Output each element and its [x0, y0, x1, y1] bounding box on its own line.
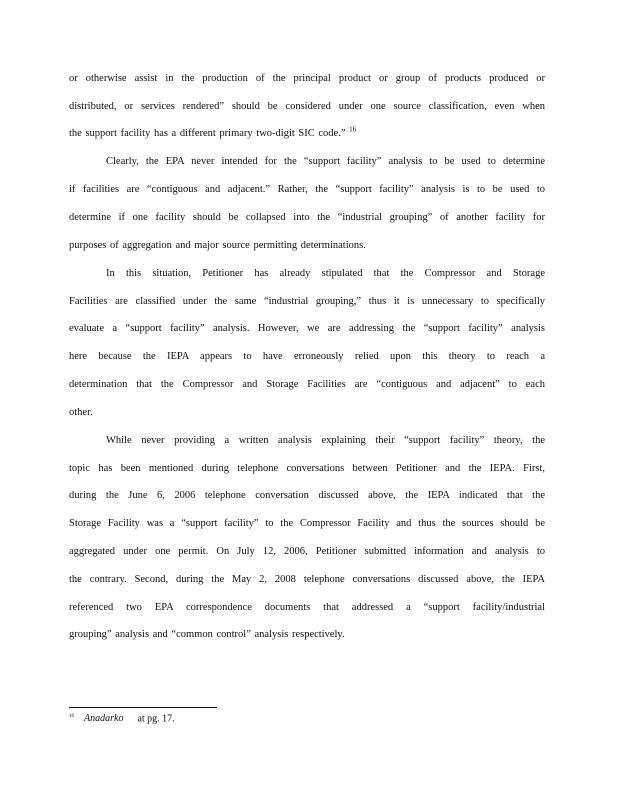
- paragraph-4-line-3: during the June 6, 2006 telephone conversation discussed above, the IEPA indicated that the: [69, 490, 545, 501]
- paragraph-3-line-6: other.: [69, 407, 93, 418]
- footnote-separator: [69, 707, 217, 708]
- paragraph-4-line-7: referenced two EPA correspondence documents that addressed a “support facility/industrial: [69, 602, 545, 613]
- paragraph-2-line-3: determine if one facility should be collapsed into the “industrial grouping” of another facility for: [69, 212, 545, 223]
- paragraph-1-line-3: [69, 127, 545, 141]
- paragraph-3-line-1: In this situation, Petitioner has already stipulated that the Compressor and Storage: [106, 268, 545, 279]
- paragraph-3-line-5: determination that the Compressor and Storage Facilities are “contiguous and adjacent” to each: [69, 379, 545, 390]
- paragraph-4-line-4: Storage Facility was a “support facility” to the Compressor Facility and thus the sources should be: [69, 518, 545, 529]
- paragraph-1-line-1: or otherwise assist in the production of the principal product or group of products produced or: [69, 73, 545, 84]
- footnote-case-name: Anadarko: [84, 713, 124, 725]
- paragraph-2-line-1: Clearly, the EPA never intended for the “support facility” analysis to be used to determine: [106, 156, 545, 167]
- paragraph-3-line-3: evaluate a “support facility” analysis. However, we are addressing the “support facility” analysis: [69, 323, 545, 334]
- paragraph-1-line-3-text: the support facility has a different primary two-digit SIC code.”: [69, 128, 346, 139]
- footnote-text: at pg. 17.: [137, 713, 175, 725]
- paragraph-4-line-5: aggregated under one permit. On July 12, 2006, Petitioner submitted information and analysis to: [69, 546, 545, 557]
- footnote: [69, 711, 175, 725]
- paragraph-2-line-2: if facilities are “contiguous and adjacent.” Rather, the “support facility” analysis is to be used to: [69, 184, 545, 195]
- paragraph-1-line-2: distributed, or services rendered” should be considered under one source classification, even when: [69, 101, 545, 112]
- paragraph-4-line-6: the contrary. Second, during the May 2, 2008 telephone conversations discussed above, the IEPA: [69, 574, 545, 585]
- paragraph-4-line-2: topic has been mentioned during telephone conversations between Petitioner and the IEPA. First,: [69, 463, 545, 474]
- footnote-reference: 16: [349, 125, 357, 134]
- paragraph-4-line-1: While never providing a written analysis explaining their “support facility” theory, the: [106, 435, 545, 446]
- paragraph-3-line-2: Facilities are classified under the same “industrial grouping,” thus it is unnecessary to specifically: [69, 296, 545, 307]
- footnote-number: 16: [69, 714, 74, 719]
- paragraph-2-line-4: purposes of aggregation and major source permitting determinations.: [69, 240, 366, 251]
- paragraph-3-line-4: here because the IEPA appears to have erroneously relied upon this theory to reach a: [69, 351, 545, 362]
- paragraph-4-line-8: grouping” analysis and “common control” analysis respectively.: [69, 629, 345, 640]
